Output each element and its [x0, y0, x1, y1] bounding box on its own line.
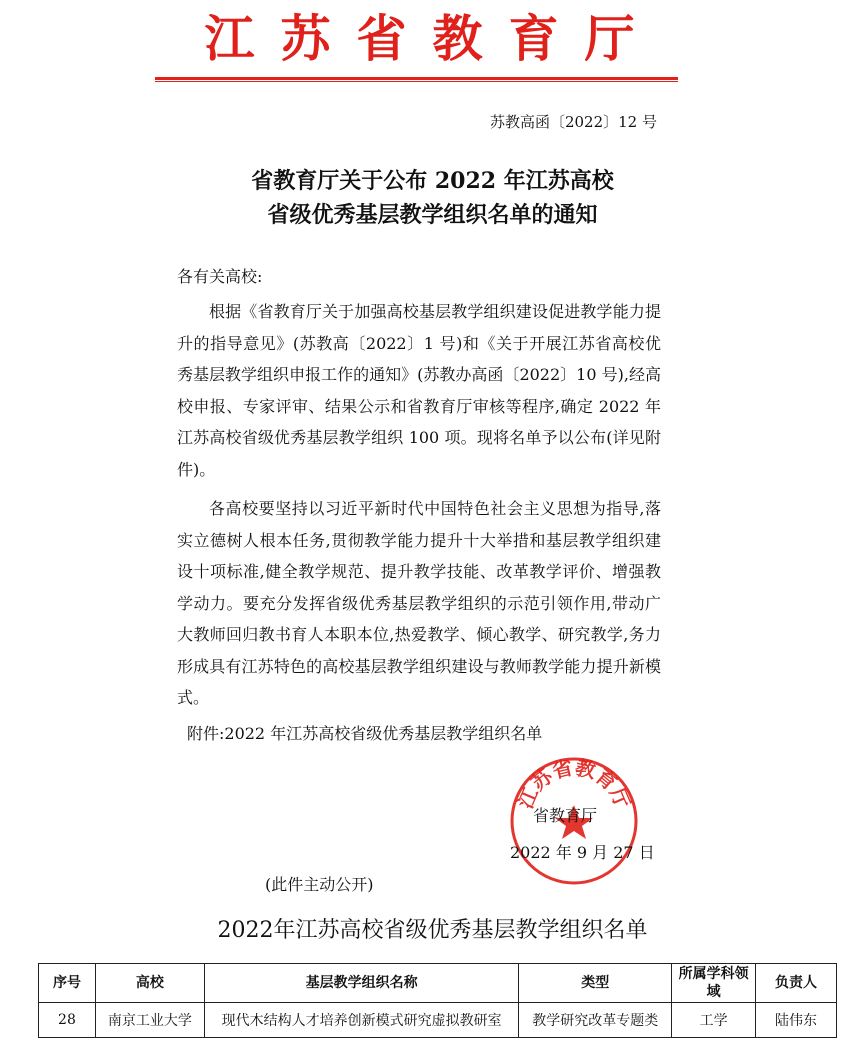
table-header-row [39, 964, 837, 1003]
header-organization-name: 基层教学组织名称 [204, 964, 519, 1003]
table-row [39, 1003, 837, 1038]
cell-university: 南京工业大学 [95, 1003, 204, 1038]
cell-serial: 28 [39, 1003, 96, 1038]
notice-title-line-2: 省级优秀基层教学组织名单的通知 [267, 202, 598, 228]
header-discipline: 所属学科领域 [672, 964, 756, 1003]
letterhead-rule-thick [155, 77, 678, 80]
header-leader: 负责人 [756, 964, 837, 1003]
header-university: 高校 [95, 964, 204, 1003]
attachment-note: 附件:2022 年江苏高校省级优秀基层教学组织名单 [187, 724, 543, 743]
body-paragraph-2: 各高校要坚持以习近平新时代中国特色社会主义思想为指导,落实立德树人根本任务,贯彻教学能力提升十大举措和基层教学组织建设十项标准,健全教学规范、提升教学技能、改革教学评价、增强教学动力。要充分发挥省级优秀基层教学组织的示范引领作用,带动广大教师回归教书育人本职本位,热爱教学、倾心教学、研究教学,务力形成具有江苏特色的高校基层教学组织建设与教师教学能力提升新模式。 [177, 499, 661, 707]
cell-leader: 陆伟东 [756, 1003, 837, 1038]
document-number: 苏教高函〔2022〕12 号 [489, 113, 657, 131]
header-type: 类型 [519, 964, 672, 1003]
seal-text: 江苏省教育厅 [513, 755, 635, 813]
letterhead-rule-thin [155, 81, 678, 82]
header-serial: 序号 [39, 964, 96, 1003]
letterhead-title: 江苏省教育厅 [204, 9, 661, 68]
organization-list-table [38, 963, 837, 1038]
publicity-note: (此件主动公开) [265, 875, 374, 894]
list-title: 2022年江苏高校省级优秀基层教学组织名单 [217, 918, 648, 943]
salutation: 各有关高校: [177, 267, 263, 286]
cell-discipline: 工学 [672, 1003, 756, 1038]
cell-type: 教学研究改革专题类 [519, 1003, 672, 1038]
signer: 省教育厅 [533, 806, 598, 825]
notice-title-line-1: 省教育厅关于公布 2022 年江苏高校 [251, 168, 614, 194]
issue-date: 2022 年 9 月 27 日 [510, 843, 655, 862]
body-paragraph-1: 根据《省教育厅关于加强高校基层教学组织建设促进教学能力提升的指导意见》(苏教高〔2022〕1 号)和《关于开展江苏省高校优秀基层教学组织申报工作的通知》(苏教办高函〔2022〕10 号),经高校申报、专家评审、结果公示和省教育厅审核等程序,确定 2022 年江苏高校省级优秀基层教学组织 100 项。现将名单予以公布(详见附件)。 [177, 302, 661, 479]
cell-organization-name: 现代木结构人才培养创新模式研究虚拟教研室 [204, 1003, 519, 1038]
